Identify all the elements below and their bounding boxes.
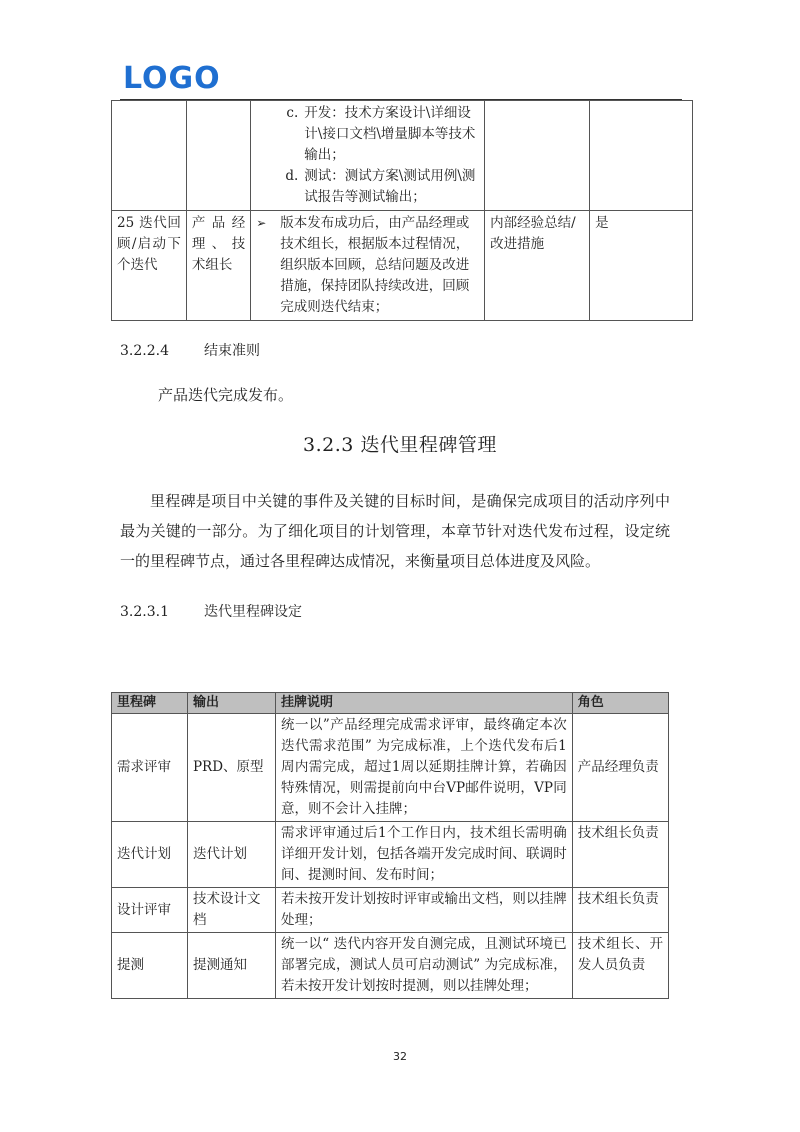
list-marker: c. [286, 105, 299, 121]
role-cell: 产品经理负责 [572, 714, 668, 822]
table-row [112, 211, 693, 321]
table-cell [485, 101, 590, 211]
list-text: 开发：技术方案设计\详细设计\接口文档\增量脚本等技术输出； [304, 105, 476, 163]
step-cell: 25 迭代回顾/启动下个迭代 [112, 211, 187, 321]
list-marker: d. [285, 168, 299, 184]
table-header-row [112, 693, 669, 714]
column-header: 挂牌说明 [276, 693, 573, 714]
milestone-cell: 提测 [112, 933, 188, 999]
output-cell: 提测通知 [187, 933, 275, 999]
section-number: 3.2.3.1 [120, 604, 169, 620]
section-title: 迭代里程碑设定 [204, 604, 302, 620]
desc-cell [251, 211, 485, 321]
desc-cell: 统一以“ 迭代内容开发自测完成，且测试环境已部署完成，测试人员可启动测试” 为完成标准，若未按开发计划按时提测，则以挂牌处理； [276, 933, 573, 999]
table-row [112, 101, 693, 211]
table-row [112, 822, 669, 888]
flag-cell: 是 [590, 211, 693, 321]
process-table-continued [111, 100, 693, 321]
column-header: 输出 [187, 693, 275, 714]
output-cell: 迭代计划 [187, 822, 275, 888]
output-cell: 内部经验总结/改进措施 [485, 211, 590, 321]
output-cell: PRD、原型 [187, 714, 275, 822]
milestone-cell: 设计评审 [112, 888, 188, 933]
section-title: 结束准则 [204, 343, 260, 359]
milestone-table [111, 692, 669, 999]
page-number: 32 [393, 1050, 407, 1063]
table-cell [251, 101, 485, 211]
role-cell: 产品经理、技术组长 [186, 211, 250, 321]
role-cell: 技术组长、开发人员负责 [572, 933, 668, 999]
desc-cell: 需求评审通过后1个工作日内，技术组长需明确详细开发计划，包括各端开发完成时间、联调时间、提测时间、发布时间； [276, 822, 573, 888]
table-row [112, 933, 669, 999]
table-cell [186, 101, 250, 211]
desc-cell: 若未按开发计划按时评审或输出文档，则以挂牌处理； [276, 888, 573, 933]
role-cell: 技术组长负责 [572, 822, 668, 888]
column-header: 里程碑 [112, 693, 188, 714]
role-cell: 技术组长负责 [572, 888, 668, 933]
milestone-cell: 需求评审 [112, 714, 188, 822]
table-row [112, 714, 669, 822]
desc-cell: 统一以”产品经理完成需求评审，最终确定本次迭代需求范围” 为完成标准，上个迭代发布后1周内需完成，超过1周以延期挂牌计算，若确因特殊情况，则需提前向中台VP邮件说明，VP同意，则不会计入挂牌； [276, 714, 573, 822]
list-item [256, 103, 479, 166]
section-heading [120, 341, 260, 361]
section-heading [120, 602, 302, 622]
list-item [256, 213, 479, 318]
milestone-cell: 迭代计划 [112, 822, 188, 888]
section-title-323: 3.2.3 迭代里程碑管理 [303, 434, 497, 456]
list-text: 版本发布成功后，由产品经理或技术组长，根据版本过程情况，组织版本回顾，总结问题及改进措施，保持团队持续改进，回顾完成则迭代结束； [280, 215, 470, 315]
arrow-bullet-icon: ➢ [256, 216, 267, 230]
list-text: 测试：测试方案\测试用例\测试报告等测试输出； [304, 168, 476, 205]
list-item [256, 166, 479, 208]
output-cell: 技术设计文档 [187, 888, 275, 933]
table-cell [112, 101, 187, 211]
table-cell [590, 101, 693, 211]
section-number: 3.2.2.4 [120, 343, 169, 359]
logo: LOGO [123, 61, 221, 96]
paragraph: 里程碑是项目中关键的事件及关键的目标时间，是确保完成项目的活动序列中最为关键的一部分。为了细化项目的计划管理，本章节针对迭代发布过程，设定统一的里程碑节点，通过各里程碑达成情况，来衡量项目总体进度及风险。 [120, 492, 670, 570]
column-header: 角色 [572, 693, 668, 714]
table-row [112, 888, 669, 933]
paragraph: 产品迭代完成发布。 [158, 386, 294, 404]
